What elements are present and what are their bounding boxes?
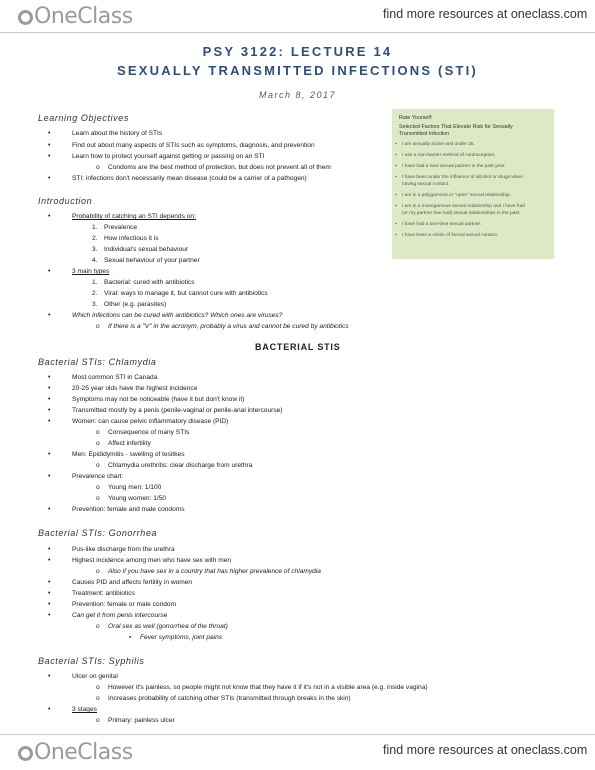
box-item-cont: (or my partner has had) sexual relationships in the past. xyxy=(402,211,521,216)
oneclass-logo: OneClass xyxy=(18,4,133,29)
list-subitem: o Primary: painless ulcer xyxy=(108,717,175,724)
box-subtitle: Selected Factors That Elevate Risk for Sexually xyxy=(399,124,513,130)
list-subitem: o Consequence of many STIs xyxy=(108,429,189,436)
list-item: • Probability of catching an STI depends on: xyxy=(72,213,196,220)
section-heading: Bacterial STIs: Gonorrhea xyxy=(38,528,158,538)
list-item: • Most common STI in Canada xyxy=(72,374,157,381)
numbered-item: 3. Other (e.g. parasites) xyxy=(92,301,167,308)
list-item: • 20-25 year olds have the highest incidence xyxy=(72,385,197,392)
list-item: • Pus-like discharge from the urethra xyxy=(72,546,175,553)
find-more-link[interactable]: find more resources at oneclass.com xyxy=(383,743,588,757)
logo-o-icon xyxy=(18,746,33,761)
lecture-date: March 8, 2017 xyxy=(258,90,337,100)
list-item: • Which infections can be cured with antibiotics? Which ones are viruses? xyxy=(72,312,282,319)
box-item: ▪ I am in a monogamous sexual relationship and I have had xyxy=(402,204,525,209)
section-heading: Bacterial STIs: Syphilis xyxy=(38,656,145,666)
bacterial-heading: BACTERIAL STIS xyxy=(255,342,341,352)
list-item: • Causes PID and affects fertility in women xyxy=(72,579,192,586)
header-divider xyxy=(0,32,595,33)
box-item: ▪ I have had a new sexual partner in the past year. xyxy=(402,164,505,169)
list-subsubitem: ▪ Fever symptoms, joint pains xyxy=(140,634,222,641)
list-item: • Treatment: antibiotics xyxy=(72,590,135,597)
section-heading: Introduction xyxy=(38,196,93,206)
find-more-link[interactable]: find more resources at oneclass.com xyxy=(383,7,588,21)
footer-divider xyxy=(0,734,595,735)
list-subitem: o Condoms are the best method of protection, but does not prevent all of them xyxy=(108,164,331,171)
list-subitem: o Increases probability of catching other STIs (transmitted through breaks in the skin) xyxy=(108,695,351,702)
numbered-item: 2. How infectious it is xyxy=(92,235,159,242)
box-item: ▪ I am in a polygamous or "open" sexual relationship. xyxy=(402,193,511,198)
page-subtitle: SEXUALLY TRANSMITTED INFECTIONS (STI) xyxy=(117,63,478,78)
numbered-item: 2. Viral: ways to manage it, but cannot cure with antibiotics xyxy=(92,290,268,297)
list-item: • Prevention: female or male condom xyxy=(72,601,176,608)
page-title: PSY 3122: LECTURE 14 xyxy=(202,44,393,59)
box-item: ▪ I use a non-barrier method of contraception. xyxy=(402,153,495,158)
numbered-item: 1. Prevalence xyxy=(92,224,137,231)
list-item: • Highest incidence among men who have sex with men xyxy=(72,557,231,564)
list-item: • Prevalence chart: xyxy=(72,473,123,480)
list-subitem: o Affect infertility xyxy=(108,440,151,447)
section-heading: Learning Objectives xyxy=(38,113,129,123)
list-item: • Prevention: female and male condoms xyxy=(72,506,185,513)
numbered-item: 3. Individual's sexual behaviour xyxy=(92,246,189,253)
list-subitem: o Chlamydia urethritis: clear discharge from urethra xyxy=(108,462,252,469)
list-subitem: o Young women: 1/50 xyxy=(108,495,166,502)
numbered-item: 4. Sexual behaviour of your partner xyxy=(92,257,200,264)
box-item: ▪ I have been a victim of forced sexual contact. xyxy=(402,233,498,238)
box-item-cont: having sexual contact. xyxy=(402,182,450,187)
box-item: ▪ I have been under the influence of alcohol or drugs when xyxy=(402,175,523,180)
list-subitem: o Also if you have sex in a country that has higher prevalence of chlamydia xyxy=(108,568,321,575)
list-subitem: o If there is a "V" in the acronym, probably a virus and cannot be cured by antibiotics xyxy=(108,323,349,330)
list-item: • Men: Epididymitis - swelling of tesitkes xyxy=(72,451,185,458)
list-item: • Find out about many aspects of STIs such as symptoms, diagnosis, and prevention xyxy=(72,142,315,149)
numbered-item: 1. Bacterial: cured with antibiotics xyxy=(92,279,195,286)
list-item: • Transmitted mostly by a penis (penile-vaginal or penile-anal intercourse) xyxy=(72,407,283,414)
list-item: • Ulcer on genital xyxy=(72,673,118,680)
list-item: • 3 stages xyxy=(72,706,97,713)
list-item: • Women: can cause pelvic inflammatory disease (PID) xyxy=(72,418,228,425)
box-item: ▪ I am sexually active and under 25. xyxy=(402,142,475,147)
list-item: • STI: infections don't necessarily mean disease (could be a carrier of a pathogen) xyxy=(72,175,307,182)
box-item: ▪ I have had a one-time sexual partner. xyxy=(402,222,481,227)
logo-o-icon xyxy=(18,10,33,25)
list-item: • Symptoms may not be noticeable (have it but don't know it) xyxy=(72,396,244,403)
box-title: Rate Yourself: xyxy=(399,115,433,121)
risk-factor-box xyxy=(392,109,554,259)
list-item: • Learn about the history of STIs xyxy=(72,130,162,137)
list-item: • 3 main types xyxy=(72,268,109,275)
list-item: • Can get it from penis intercourse xyxy=(72,612,167,619)
list-subitem: o Oral sex as well (gonorrhea of the throat) xyxy=(108,623,228,630)
list-subitem: o Young men: 1/100 xyxy=(108,484,161,491)
list-subitem: o However it's painless, so people might not know that they have it if it's not in a visible area (e.g. inside vagina) xyxy=(108,684,428,691)
section-heading: Bacterial STIs: Chlamydia xyxy=(38,357,157,367)
box-subtitle: Transmitted Infection xyxy=(399,131,450,137)
list-item: • Learn how to protect yourself against getting or passing on an STI xyxy=(72,153,264,160)
oneclass-logo: OneClass xyxy=(18,740,133,765)
